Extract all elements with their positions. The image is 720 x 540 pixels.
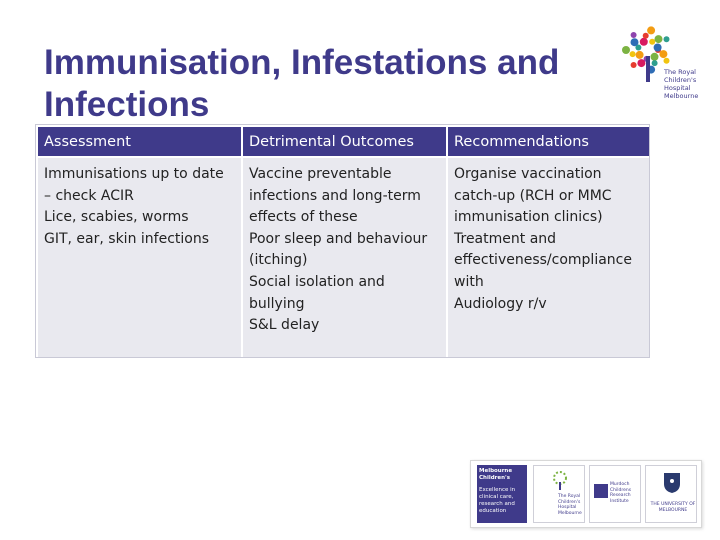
outcomes-cell [242,157,447,358]
cell-line: – check ACIR [44,187,134,204]
rch-partner-logo [533,465,585,523]
campus-tagline: Excellence in clinical care, research and education [479,487,516,514]
melbourne-childrens-block [477,465,527,523]
tree-leaf [631,62,637,68]
slide-title: Immunisation, Infestations and Infections [44,43,560,124]
tree-leaf [654,44,662,52]
tree-leaf [647,26,655,34]
assessment-table [36,125,651,359]
table-header-row [37,126,650,157]
cell-line: Organise vaccination [454,166,602,182]
assessment-cell [37,157,242,358]
cell-line: Poor sleep and behaviour [249,230,428,247]
cell-line: Audiology r/v [454,295,547,312]
cell-line: immunisation clinics) [454,209,603,226]
tree-leaf [655,35,663,43]
header-recommendations: Recommendations [447,126,650,157]
rch-small-tree-icon [549,470,571,492]
cell-line: Treatment and [454,230,557,247]
recommendations-cell [447,157,650,358]
table-row [37,157,650,358]
cell-line: effectiveness/compliance [454,252,632,269]
unimelb-partner-logo [645,465,697,523]
cell-line: with [454,273,484,290]
campus-title: Melbourne Children's [479,468,513,481]
cell-line: bullying [249,295,305,312]
tree-leaf [636,51,644,59]
cell-line: Social isolation and [249,273,385,290]
tree-leaf [630,51,636,57]
rch-logo-text: The Royal Children's Hospital Melbourne [664,68,699,100]
mcri-partner-text: Murdoch Childrens Research Institute [610,482,632,504]
tree-leaf [664,58,670,64]
tree-leaf [643,33,649,39]
tree-leaf [652,60,658,66]
tree-leaf [631,38,639,46]
header-assessment: Assessment [37,126,242,157]
mcri-partner-logo [589,465,641,523]
partner-logos-strip [470,460,702,528]
cell-line: Vaccine preventable [249,166,392,182]
cell-line: effects of these [249,209,358,226]
unimelb-crest-icon [663,472,681,494]
cell-line: S&L delay [249,317,320,334]
cell-line: (itching) [249,252,308,269]
rch-partner-text: The Royal Children's Hospital Melbourne [558,494,582,516]
cell-line: GIT, ear, skin infections [44,230,210,247]
tree-leaf [631,32,637,38]
tree-leaf [622,46,630,54]
tree-leaf [651,53,659,61]
tree-leaf [659,50,667,58]
cell-line: infections and long-term [249,187,421,204]
tree-leaf [664,36,670,42]
cell-line: catch-up (RCH or MMC [454,187,612,204]
mcri-mark-icon [594,484,608,498]
tree-trunk [646,56,650,82]
tree-leaf [637,59,645,67]
header-detrimental-outcomes: Detrimental Outcomes [242,126,447,157]
unimelb-partner-text: THE UNIVERSITY OF MELBOURNE [650,502,696,513]
cell-line: Immunisations up to date [44,166,224,182]
cell-line: Lice, scabies, worms [44,209,189,226]
tree-leaf [649,39,655,45]
tree-leaf [640,38,648,46]
